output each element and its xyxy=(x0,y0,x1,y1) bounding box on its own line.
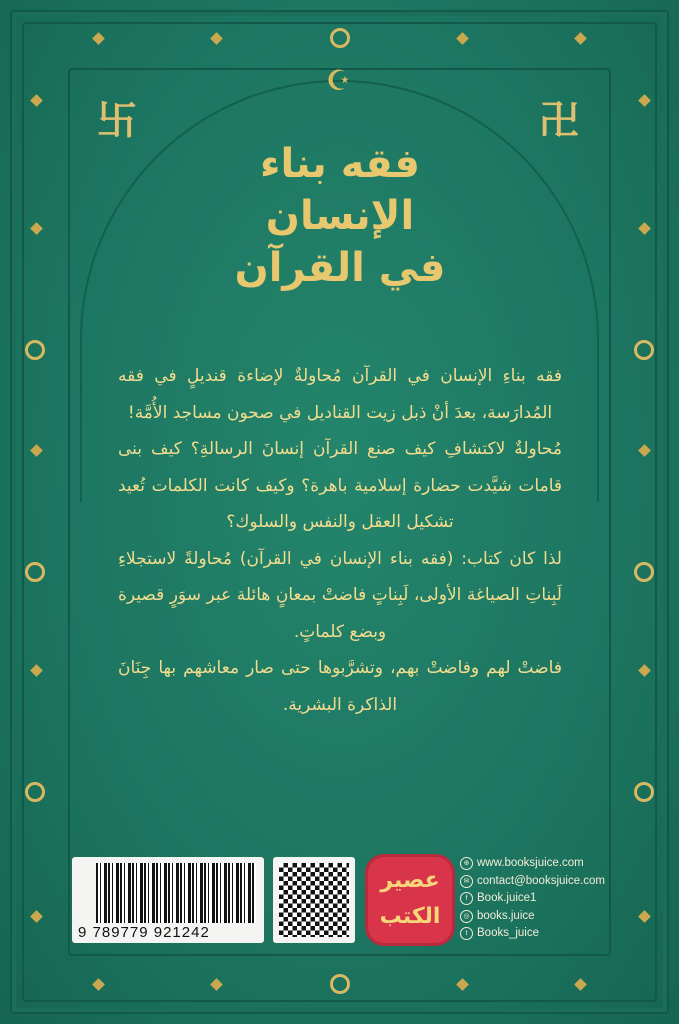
facebook-icon: f xyxy=(460,892,473,905)
contact-text: www.booksjuice.com xyxy=(477,857,584,869)
contact-text: books.juice xyxy=(477,909,535,922)
isbn-barcode xyxy=(72,857,264,943)
calligraphy-ornament-icon: 卐 xyxy=(97,98,137,144)
qr-code xyxy=(273,857,355,943)
contact-facebook xyxy=(460,890,605,908)
ring-ornament xyxy=(634,340,654,360)
blurb-paragraph: لذا كان كتاب: (فقه بناء الإنسان في القرآن) مُحاولةً لاستجلاءِ لَبِناتِ الصياغة الأولى، لَبِناتٍ فاضتْ بمعانٍ هائلة عبر سوَرٍ قصيرة وبضع كلماتٍ. xyxy=(118,548,562,642)
logo-text: الكتب xyxy=(379,904,441,929)
instagram-icon: ◎ xyxy=(460,910,473,923)
ring-ornament xyxy=(25,562,45,582)
blurb-paragraph: فقه بناءِ الإنسان في القرآن مُحاولةٌ لإضاءة قنديلٍ في فقه المُدارَسة، بعدَ أنْ ذبل زيت القناديل في صحون مساجد الأُمَّة! xyxy=(118,366,562,423)
ring-ornament xyxy=(25,782,45,802)
globe-icon: ⊕ xyxy=(460,857,473,870)
contact-text: contact@booksjuice.com xyxy=(477,874,606,887)
title-line: فقه بناء xyxy=(260,141,420,187)
isbn-number: 9 789779 921242 xyxy=(78,924,210,941)
qr-pattern xyxy=(279,863,349,937)
contact-text: Book.juice1 xyxy=(477,892,537,904)
ring-ornament xyxy=(634,562,654,582)
ring-ornament xyxy=(330,28,350,48)
contact-text: Books_juice xyxy=(477,927,540,939)
blurb-paragraph: فاضتْ لهم وفاضتْ بهم، وتشرَّبوها حتى صار معاشهم بها جِنَانَ الذاكرة البشرية. xyxy=(118,658,562,715)
contact-twitter xyxy=(460,925,605,943)
twitter-icon: t xyxy=(460,927,473,940)
ring-ornament xyxy=(634,782,654,802)
blurb-paragraph: مُحاولةٌ لاكتشافِ كيف صنع القرآن إنسانَ الرسالةِ؟ كيف بنى قامات شيَّدت حضارة إسلامية باهرة؟ وكيف كانت الكلمات تُعيد تشكيل العقل والنفس والسلوك؟ xyxy=(118,439,562,532)
contact-email xyxy=(460,873,605,891)
barcode-bars xyxy=(96,863,256,923)
contact-website xyxy=(460,855,605,873)
publisher-logo xyxy=(368,857,452,943)
ring-ornament xyxy=(330,974,350,994)
book-title xyxy=(180,138,500,294)
calligraphy-ornament-icon: 卍 xyxy=(539,98,579,144)
crescent-star-icon: ☪ xyxy=(326,64,352,97)
blurb xyxy=(118,358,562,723)
logo-text: عصير xyxy=(380,868,440,893)
title-line: الإنسان xyxy=(265,193,415,239)
mail-icon: ✉ xyxy=(460,875,473,888)
contact-instagram xyxy=(460,908,605,926)
title-line: في القرآن xyxy=(234,245,446,291)
ring-ornament xyxy=(25,340,45,360)
publisher-contacts xyxy=(460,855,605,943)
